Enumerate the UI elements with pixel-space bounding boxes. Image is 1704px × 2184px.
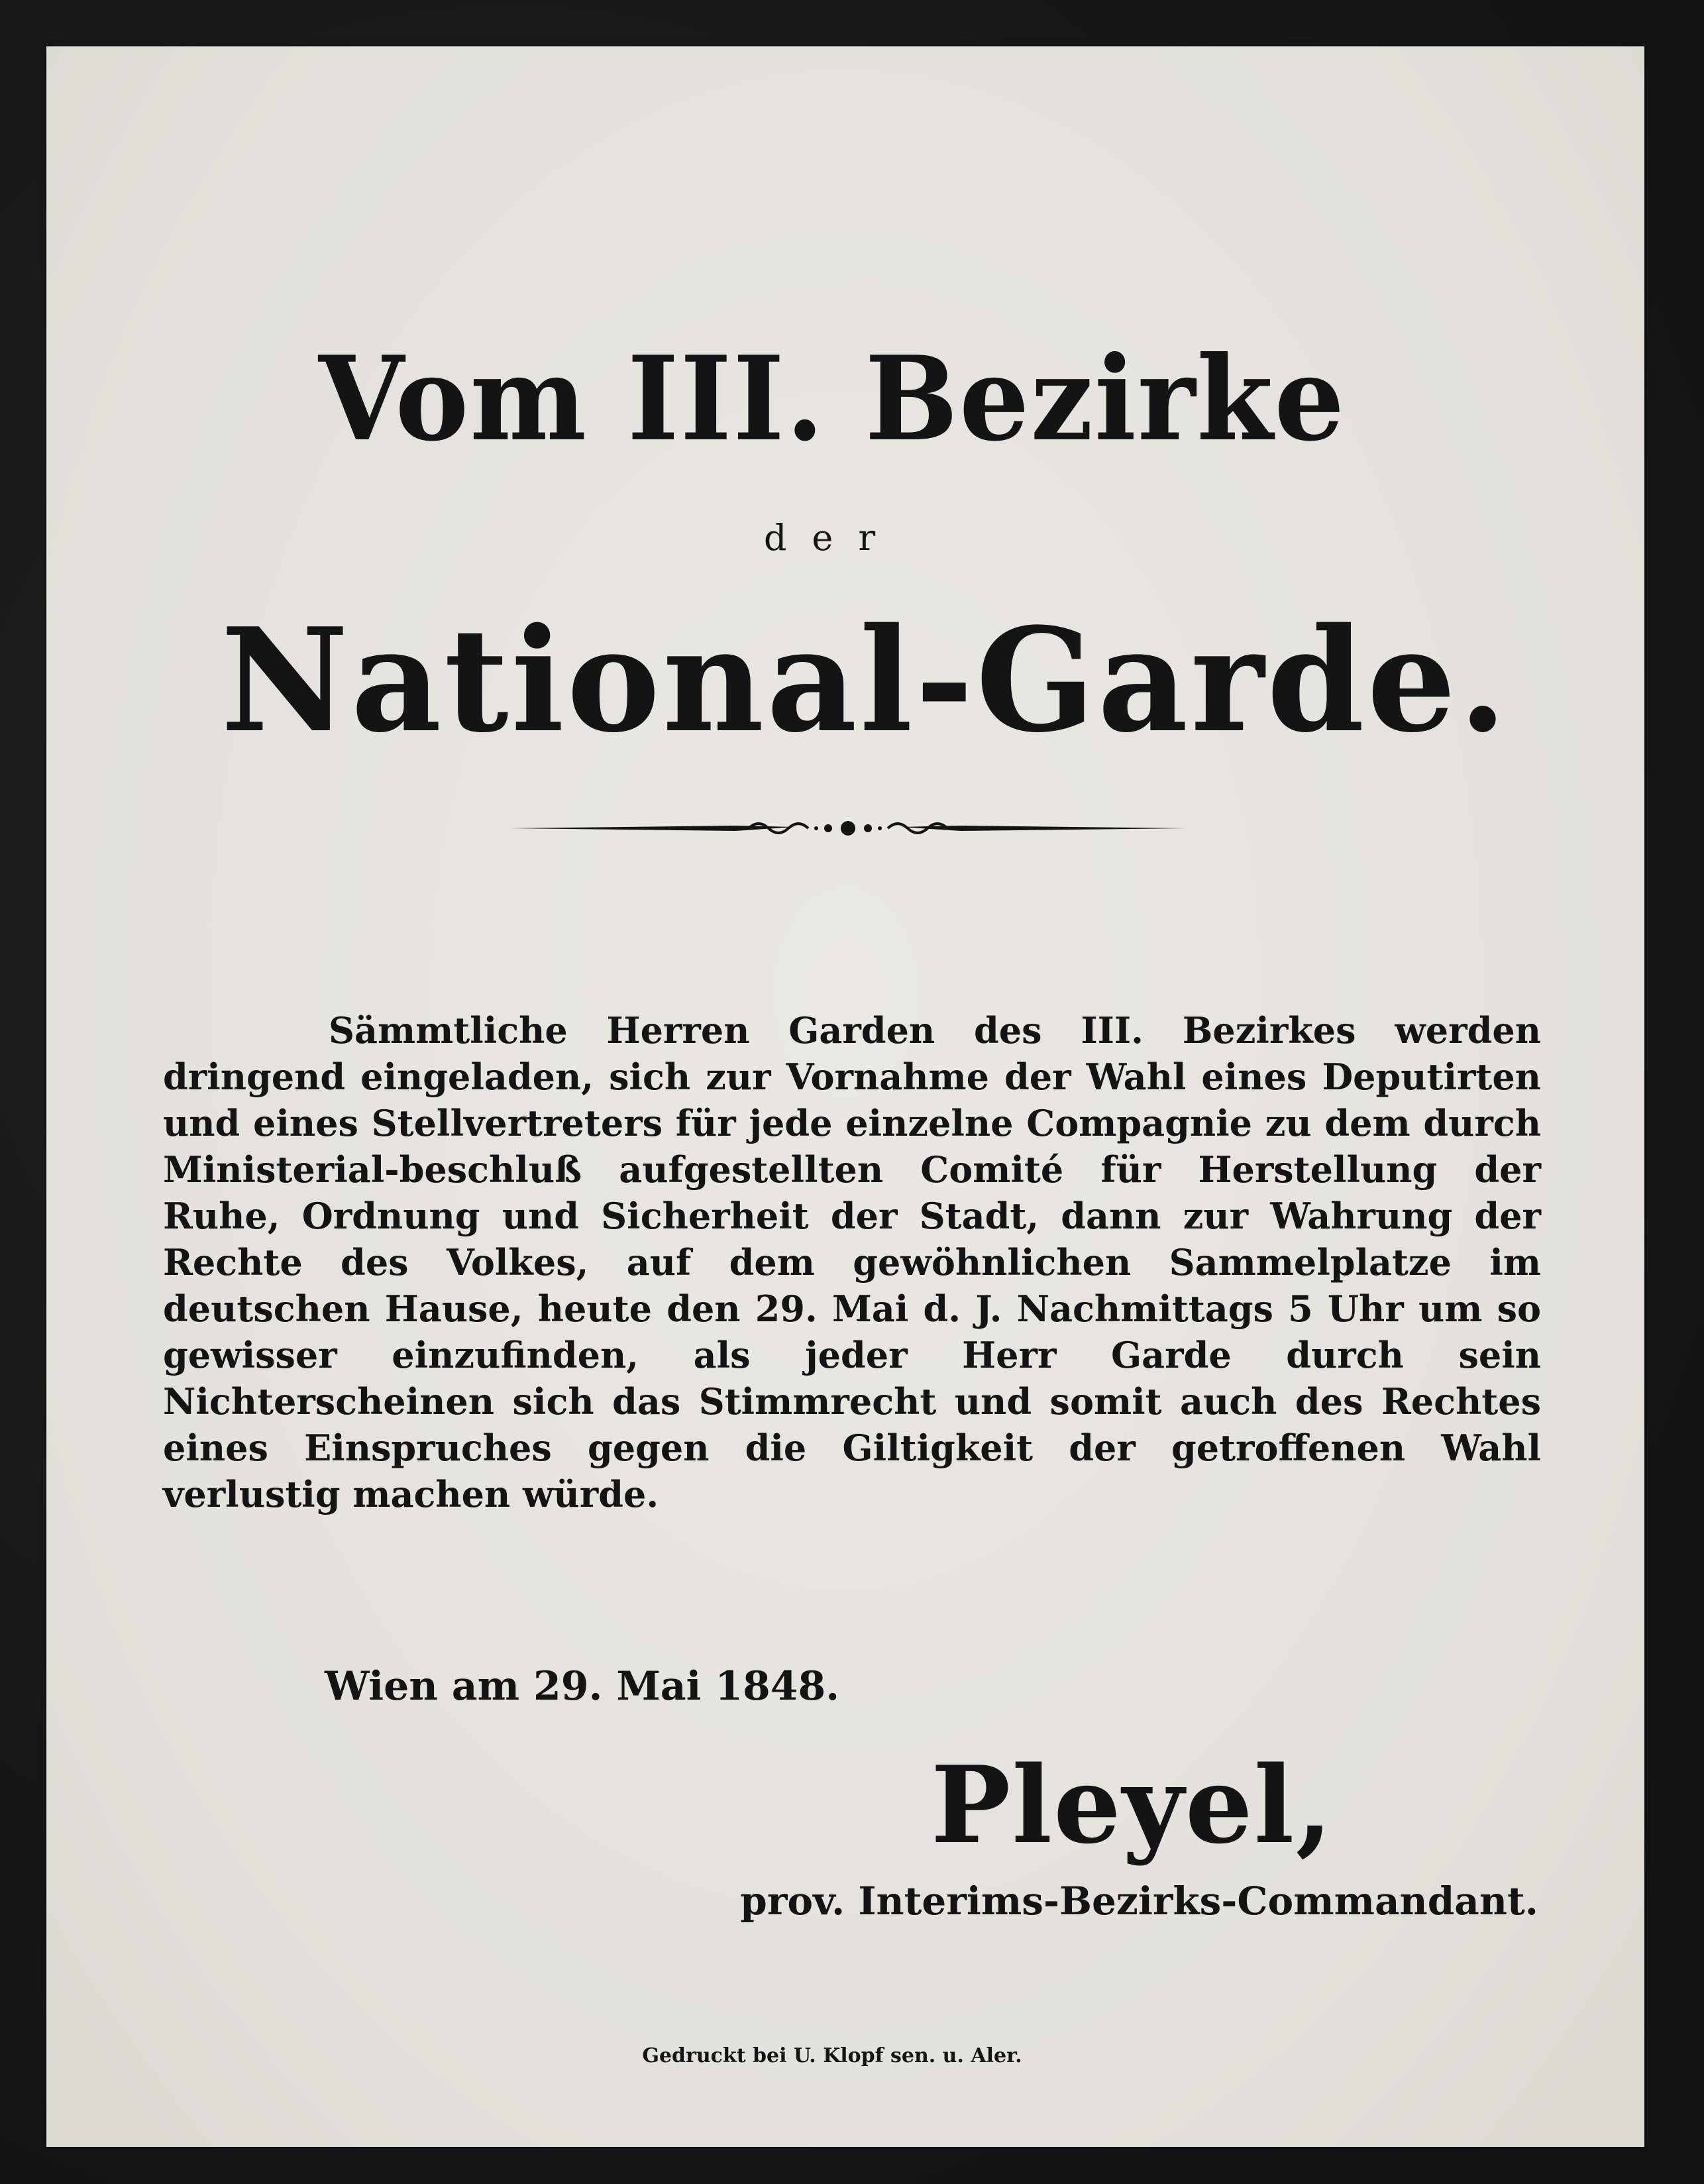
- signature-title: prov. Interims-Bezirks-Commandant.: [740, 1879, 1538, 1924]
- poster-sheet: [46, 46, 1644, 2147]
- ornamental-divider: [510, 808, 1186, 848]
- poster-title-line2: National-Garde.: [221, 596, 1510, 764]
- poster-title-line1: Vom III. Bezirke: [318, 331, 1346, 467]
- dateline: Wien am 29. Mai 1848.: [325, 1663, 840, 1710]
- printer-imprint: Gedruckt bei U. Klopf sen. u. Aler.: [642, 2044, 1022, 2067]
- poster-title-der: der: [763, 517, 901, 559]
- announcement-body: Sämmtliche Herren Garden des III. Bezirkes werden dringend eingeladen, sich zur Vornahme der Wahl eines Deputirten und eines Stellvertreters für jede einzelne Compagnie zu dem durch Ministerial-beschluß aufgestellten Comité für Herstellung der Ruhe, Ordnung und Sicherheit der Stadt, dann zur Wahrung der Rechte des Volkes, auf dem gewöhnlichen Sammelplatze im deutschen Hause, heute den 29. Mai d. J. Nachmittags 5 Uhr um so gewisser einzufinden, als jeder Herr Garde durch sein Nichterscheinen sich das Stimmrecht und somit auch des Rechtes eines Einspruches gegen die Giltigkeit der getroffenen Wahl verlustig machen würde.: [163, 1009, 1541, 1515]
- signature-name: Pleyel,: [931, 1743, 1334, 1867]
